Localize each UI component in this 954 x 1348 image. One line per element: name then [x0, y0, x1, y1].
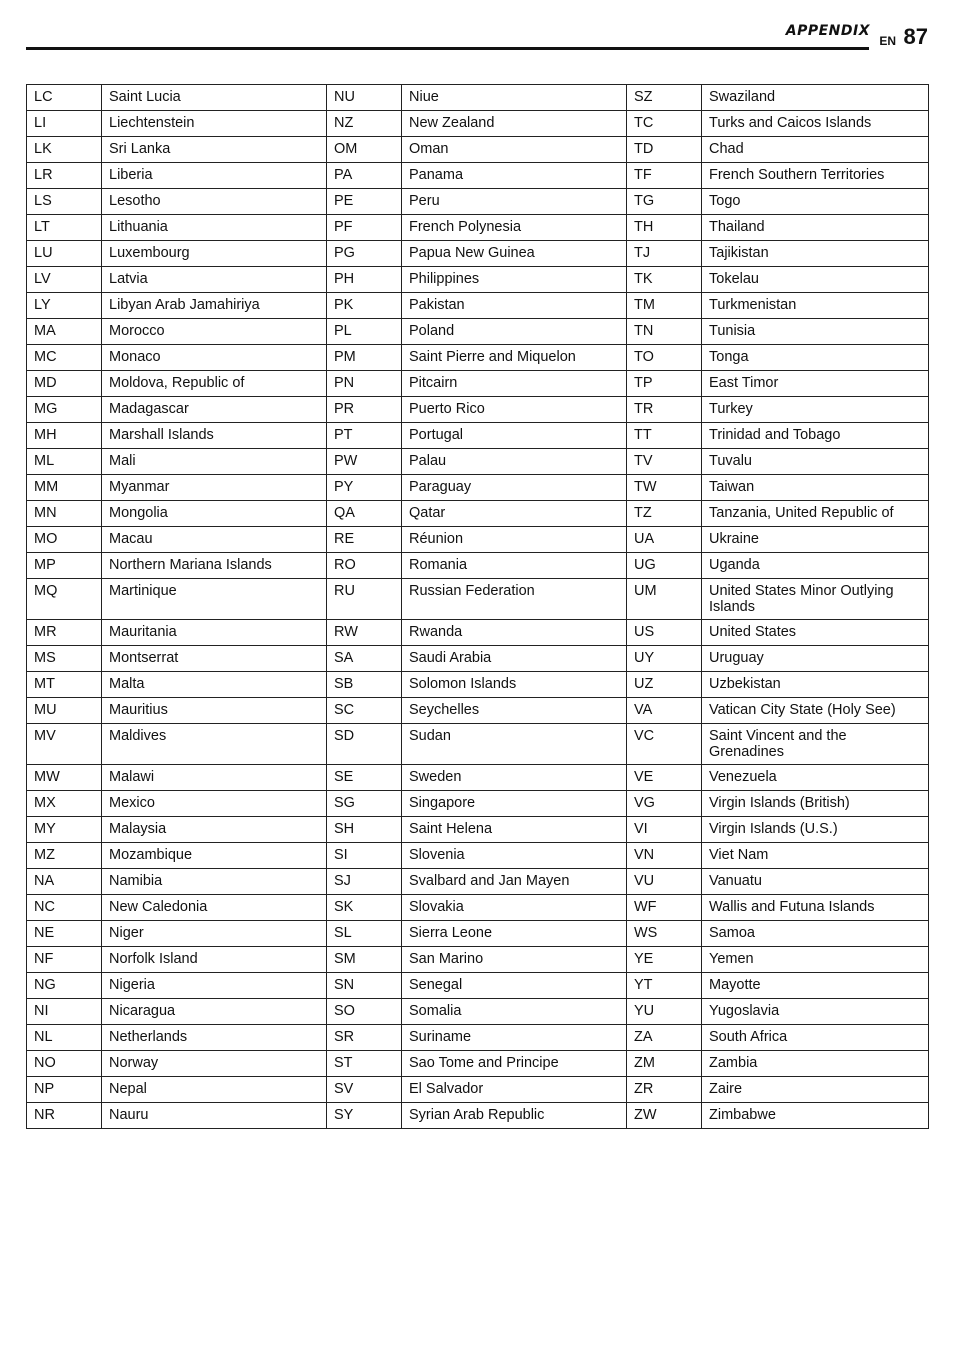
country-name-cell: Peru: [402, 189, 627, 215]
country-code-cell: MD: [27, 371, 102, 397]
country-name-cell: Mauritania: [102, 620, 327, 646]
country-code-cell: TC: [627, 111, 702, 137]
country-name-cell: Sao Tome and Principe: [402, 1051, 627, 1077]
country-name-cell: United States Minor Outlying Islands: [702, 579, 929, 620]
country-code-cell: TM: [627, 293, 702, 319]
country-name-cell: United States: [702, 620, 929, 646]
table-row: [27, 397, 929, 423]
country-code-cell: TK: [627, 267, 702, 293]
country-name-cell: Tanzania, United Republic of: [702, 501, 929, 527]
country-code-cell: NZ: [327, 111, 402, 137]
country-name-cell: Zambia: [702, 1051, 929, 1077]
country-code-cell: SR: [327, 1025, 402, 1051]
table-row: [27, 1051, 929, 1077]
country-name-cell: Venezuela: [702, 765, 929, 791]
country-code-cell: SG: [327, 791, 402, 817]
table-row: [27, 371, 929, 397]
country-code-cell: SA: [327, 646, 402, 672]
country-code-cell: TG: [627, 189, 702, 215]
country-code-cell: MP: [27, 553, 102, 579]
country-name-cell: Mozambique: [102, 843, 327, 869]
country-name-cell: Suriname: [402, 1025, 627, 1051]
country-code-cell: NE: [27, 921, 102, 947]
table-row: [27, 241, 929, 267]
country-code-cell: MS: [27, 646, 102, 672]
country-code-cell: VE: [627, 765, 702, 791]
country-code-cell: LR: [27, 163, 102, 189]
country-name-cell: Yemen: [702, 947, 929, 973]
country-name-cell: Saint Pierre and Miquelon: [402, 345, 627, 371]
country-name-cell: French Southern Territories: [702, 163, 929, 189]
country-name-cell: Nauru: [102, 1103, 327, 1129]
table-row: [27, 724, 929, 765]
country-code-cell: PA: [327, 163, 402, 189]
country-name-cell: Virgin Islands (British): [702, 791, 929, 817]
country-code-cell: SH: [327, 817, 402, 843]
country-code-cell: SK: [327, 895, 402, 921]
country-name-cell: Malta: [102, 672, 327, 698]
country-name-cell: New Caledonia: [102, 895, 327, 921]
country-name-cell: Namibia: [102, 869, 327, 895]
country-name-cell: Papua New Guinea: [402, 241, 627, 267]
country-code-cell: PG: [327, 241, 402, 267]
country-code-cell: VG: [627, 791, 702, 817]
country-code-cell: US: [627, 620, 702, 646]
country-name-cell: Monaco: [102, 345, 327, 371]
country-name-cell: Latvia: [102, 267, 327, 293]
country-code-cell: TO: [627, 345, 702, 371]
country-code-cell: NI: [27, 999, 102, 1025]
country-code-cell: YT: [627, 973, 702, 999]
country-code-cell: SM: [327, 947, 402, 973]
country-name-cell: Liechtenstein: [102, 111, 327, 137]
country-code-cell: UZ: [627, 672, 702, 698]
country-code-cell: YU: [627, 999, 702, 1025]
country-name-cell: Turks and Caicos Islands: [702, 111, 929, 137]
country-code-cell: PH: [327, 267, 402, 293]
country-name-cell: Pitcairn: [402, 371, 627, 397]
country-name-cell: Chad: [702, 137, 929, 163]
country-code-cell: TT: [627, 423, 702, 449]
country-code-cell: TZ: [627, 501, 702, 527]
country-code-cell: TP: [627, 371, 702, 397]
country-name-cell: Tokelau: [702, 267, 929, 293]
country-name-cell: Philippines: [402, 267, 627, 293]
country-code-cell: NL: [27, 1025, 102, 1051]
table-row: [27, 319, 929, 345]
country-name-cell: Nepal: [102, 1077, 327, 1103]
table-row: [27, 947, 929, 973]
country-code-cell: SZ: [627, 85, 702, 111]
country-name-cell: Vatican City State (Holy See): [702, 698, 929, 724]
country-code-cell: PK: [327, 293, 402, 319]
country-code-cell: NU: [327, 85, 402, 111]
country-code-cell: MM: [27, 475, 102, 501]
country-code-cell: TH: [627, 215, 702, 241]
country-code-cell: ML: [27, 449, 102, 475]
country-code-cell: MG: [27, 397, 102, 423]
table-row: [27, 1077, 929, 1103]
country-name-cell: Turkey: [702, 397, 929, 423]
header-rule: [26, 47, 869, 50]
country-code-cell: LU: [27, 241, 102, 267]
country-name-cell: Maldives: [102, 724, 327, 765]
country-code-cell: SN: [327, 973, 402, 999]
country-code-cell: RO: [327, 553, 402, 579]
table-row: [27, 672, 929, 698]
country-code-cell: MH: [27, 423, 102, 449]
table-row: [27, 973, 929, 999]
country-name-cell: Tuvalu: [702, 449, 929, 475]
country-code-cell: SL: [327, 921, 402, 947]
table-row: [27, 817, 929, 843]
country-name-cell: Ukraine: [702, 527, 929, 553]
language-label: EN: [879, 34, 896, 48]
country-code-cell: UG: [627, 553, 702, 579]
country-name-cell: Zimbabwe: [702, 1103, 929, 1129]
country-name-cell: Sudan: [402, 724, 627, 765]
country-name-cell: Moldova, Republic of: [102, 371, 327, 397]
country-name-cell: Malawi: [102, 765, 327, 791]
country-code-cell: SC: [327, 698, 402, 724]
country-name-cell: Réunion: [402, 527, 627, 553]
country-name-cell: Zaire: [702, 1077, 929, 1103]
table-row: [27, 293, 929, 319]
country-name-cell: Tajikistan: [702, 241, 929, 267]
country-code-cell: VU: [627, 869, 702, 895]
country-code-cell: SE: [327, 765, 402, 791]
country-name-cell: Uganda: [702, 553, 929, 579]
country-name-cell: Samoa: [702, 921, 929, 947]
country-name-cell: New Zealand: [402, 111, 627, 137]
country-name-cell: Sweden: [402, 765, 627, 791]
country-code-cell: WS: [627, 921, 702, 947]
country-code-cell: ZW: [627, 1103, 702, 1129]
country-name-cell: Puerto Rico: [402, 397, 627, 423]
country-name-cell: Vanuatu: [702, 869, 929, 895]
country-code-cell: MZ: [27, 843, 102, 869]
country-code-cell: MW: [27, 765, 102, 791]
table-row: [27, 1025, 929, 1051]
country-name-cell: South Africa: [702, 1025, 929, 1051]
table-row: [27, 137, 929, 163]
table-row: [27, 765, 929, 791]
country-code-cell: TW: [627, 475, 702, 501]
country-code-cell: LT: [27, 215, 102, 241]
country-code-cell: SY: [327, 1103, 402, 1129]
country-code-cell: LC: [27, 85, 102, 111]
table-row: [27, 345, 929, 371]
country-name-cell: Wallis and Futuna Islands: [702, 895, 929, 921]
country-code-cell: VI: [627, 817, 702, 843]
table-row: [27, 527, 929, 553]
country-name-cell: Poland: [402, 319, 627, 345]
country-code-cell: LK: [27, 137, 102, 163]
country-code-cell: MA: [27, 319, 102, 345]
country-name-cell: Pakistan: [402, 293, 627, 319]
table-row: [27, 553, 929, 579]
country-code-cell: MX: [27, 791, 102, 817]
table-row: [27, 698, 929, 724]
country-code-cell: YE: [627, 947, 702, 973]
country-name-cell: Malaysia: [102, 817, 327, 843]
country-name-cell: Turkmenistan: [702, 293, 929, 319]
country-name-cell: Uzbekistan: [702, 672, 929, 698]
country-name-cell: Slovakia: [402, 895, 627, 921]
country-name-cell: Lesotho: [102, 189, 327, 215]
country-code-cell: LS: [27, 189, 102, 215]
country-code-cell: MR: [27, 620, 102, 646]
country-code-cell: NR: [27, 1103, 102, 1129]
country-name-cell: Senegal: [402, 973, 627, 999]
country-name-cell: Morocco: [102, 319, 327, 345]
country-code-cell: ZA: [627, 1025, 702, 1051]
country-code-cell: MC: [27, 345, 102, 371]
country-name-cell: Oman: [402, 137, 627, 163]
table-row: [27, 215, 929, 241]
country-name-cell: Portugal: [402, 423, 627, 449]
country-code-cell: VA: [627, 698, 702, 724]
country-name-cell: Luxembourg: [102, 241, 327, 267]
country-code-cell: UA: [627, 527, 702, 553]
country-name-cell: Russian Federation: [402, 579, 627, 620]
table-row: [27, 475, 929, 501]
country-name-cell: Macau: [102, 527, 327, 553]
country-code-cell: PM: [327, 345, 402, 371]
country-code-cell: MQ: [27, 579, 102, 620]
country-code-cell: LV: [27, 267, 102, 293]
country-code-cell: SO: [327, 999, 402, 1025]
country-name-cell: Nigeria: [102, 973, 327, 999]
country-name-cell: Mali: [102, 449, 327, 475]
country-code-cell: PT: [327, 423, 402, 449]
country-name-cell: Virgin Islands (U.S.): [702, 817, 929, 843]
table-row: [27, 579, 929, 620]
country-name-cell: San Marino: [402, 947, 627, 973]
country-name-cell: Niger: [102, 921, 327, 947]
country-name-cell: Norfolk Island: [102, 947, 327, 973]
table-row: [27, 999, 929, 1025]
country-name-cell: El Salvador: [402, 1077, 627, 1103]
country-code-cell: SD: [327, 724, 402, 765]
country-code-cell: LI: [27, 111, 102, 137]
page-number: 87: [903, 24, 928, 49]
country-name-cell: Yugoslavia: [702, 999, 929, 1025]
country-name-cell: Tunisia: [702, 319, 929, 345]
country-name-cell: Montserrat: [102, 646, 327, 672]
country-code-cell: TD: [627, 137, 702, 163]
country-name-cell: Sierra Leone: [402, 921, 627, 947]
country-code-cell: MY: [27, 817, 102, 843]
country-code-cell: NG: [27, 973, 102, 999]
country-code-cell: PW: [327, 449, 402, 475]
table-row: [27, 895, 929, 921]
table-row: [27, 449, 929, 475]
country-name-cell: Niue: [402, 85, 627, 111]
table-row: [27, 85, 929, 111]
country-code-cell: SV: [327, 1077, 402, 1103]
table-row: [27, 869, 929, 895]
country-name-cell: Lithuania: [102, 215, 327, 241]
country-code-cell: ZM: [627, 1051, 702, 1077]
country-code-cell: MV: [27, 724, 102, 765]
country-code-cell: NF: [27, 947, 102, 973]
country-code-cell: SI: [327, 843, 402, 869]
table-row: [27, 501, 929, 527]
country-code-cell: NC: [27, 895, 102, 921]
country-name-cell: Myanmar: [102, 475, 327, 501]
country-code-cell: TF: [627, 163, 702, 189]
country-code-cell: ST: [327, 1051, 402, 1077]
country-name-cell: Madagascar: [102, 397, 327, 423]
country-name-cell: Mexico: [102, 791, 327, 817]
country-code-cell: PY: [327, 475, 402, 501]
country-code-rows: [27, 85, 929, 1129]
country-name-cell: Libyan Arab Jamahiriya: [102, 293, 327, 319]
country-name-cell: Palau: [402, 449, 627, 475]
country-code-cell: UM: [627, 579, 702, 620]
table-row: [27, 1103, 929, 1129]
country-name-cell: Slovenia: [402, 843, 627, 869]
country-name-cell: Marshall Islands: [102, 423, 327, 449]
country-code-cell: UY: [627, 646, 702, 672]
country-name-cell: Trinidad and Tobago: [702, 423, 929, 449]
section-label: APPENDIX: [785, 23, 870, 39]
country-name-cell: Paraguay: [402, 475, 627, 501]
country-code-cell: PN: [327, 371, 402, 397]
country-name-cell: Togo: [702, 189, 929, 215]
country-code-cell: ZR: [627, 1077, 702, 1103]
country-name-cell: Saint Vincent and the Grenadines: [702, 724, 929, 765]
table-row: [27, 620, 929, 646]
country-name-cell: Saint Helena: [402, 817, 627, 843]
country-code-cell: MN: [27, 501, 102, 527]
country-name-cell: Thailand: [702, 215, 929, 241]
table-row: [27, 791, 929, 817]
country-name-cell: Taiwan: [702, 475, 929, 501]
country-code-cell: NP: [27, 1077, 102, 1103]
country-code-table: [26, 84, 929, 1129]
country-code-cell: RE: [327, 527, 402, 553]
country-code-cell: MO: [27, 527, 102, 553]
country-code-cell: PE: [327, 189, 402, 215]
country-code-cell: OM: [327, 137, 402, 163]
table-row: [27, 646, 929, 672]
country-name-cell: Sri Lanka: [102, 137, 327, 163]
table-row: [27, 163, 929, 189]
country-code-cell: VN: [627, 843, 702, 869]
country-code-cell: WF: [627, 895, 702, 921]
country-name-cell: Romania: [402, 553, 627, 579]
country-name-cell: Rwanda: [402, 620, 627, 646]
country-name-cell: Qatar: [402, 501, 627, 527]
country-code-cell: MU: [27, 698, 102, 724]
country-name-cell: Somalia: [402, 999, 627, 1025]
country-name-cell: Uruguay: [702, 646, 929, 672]
country-code-cell: LY: [27, 293, 102, 319]
country-name-cell: Martinique: [102, 579, 327, 620]
country-code-cell: SJ: [327, 869, 402, 895]
country-code-cell: RU: [327, 579, 402, 620]
country-code-cell: PL: [327, 319, 402, 345]
country-name-cell: East Timor: [702, 371, 929, 397]
country-name-cell: Mongolia: [102, 501, 327, 527]
country-name-cell: Saint Lucia: [102, 85, 327, 111]
country-name-cell: Solomon Islands: [402, 672, 627, 698]
country-name-cell: Saudi Arabia: [402, 646, 627, 672]
table-row: [27, 189, 929, 215]
country-name-cell: Panama: [402, 163, 627, 189]
country-name-cell: Mayotte: [702, 973, 929, 999]
country-name-cell: Liberia: [102, 163, 327, 189]
table-row: [27, 267, 929, 293]
country-code-cell: RW: [327, 620, 402, 646]
country-name-cell: Swaziland: [702, 85, 929, 111]
country-name-cell: Seychelles: [402, 698, 627, 724]
table-row: [27, 111, 929, 137]
country-name-cell: Netherlands: [102, 1025, 327, 1051]
country-code-cell: NO: [27, 1051, 102, 1077]
country-name-cell: Singapore: [402, 791, 627, 817]
country-code-cell: PR: [327, 397, 402, 423]
country-code-cell: TJ: [627, 241, 702, 267]
country-code-cell: PF: [327, 215, 402, 241]
country-name-cell: Tonga: [702, 345, 929, 371]
country-name-cell: Svalbard and Jan Mayen: [402, 869, 627, 895]
country-code-cell: VC: [627, 724, 702, 765]
country-code-cell: QA: [327, 501, 402, 527]
country-code-cell: TV: [627, 449, 702, 475]
country-code-cell: NA: [27, 869, 102, 895]
table-row: [27, 843, 929, 869]
country-name-cell: Syrian Arab Republic: [402, 1103, 627, 1129]
country-name-cell: Mauritius: [102, 698, 327, 724]
country-name-cell: French Polynesia: [402, 215, 627, 241]
country-name-cell: Northern Mariana Islands: [102, 553, 327, 579]
table-row: [27, 423, 929, 449]
table-row: [27, 921, 929, 947]
country-name-cell: Norway: [102, 1051, 327, 1077]
country-name-cell: Nicaragua: [102, 999, 327, 1025]
country-name-cell: Viet Nam: [702, 843, 929, 869]
country-code-cell: MT: [27, 672, 102, 698]
country-code-cell: SB: [327, 672, 402, 698]
page-header: [26, 18, 928, 50]
country-code-cell: TN: [627, 319, 702, 345]
country-code-cell: TR: [627, 397, 702, 423]
